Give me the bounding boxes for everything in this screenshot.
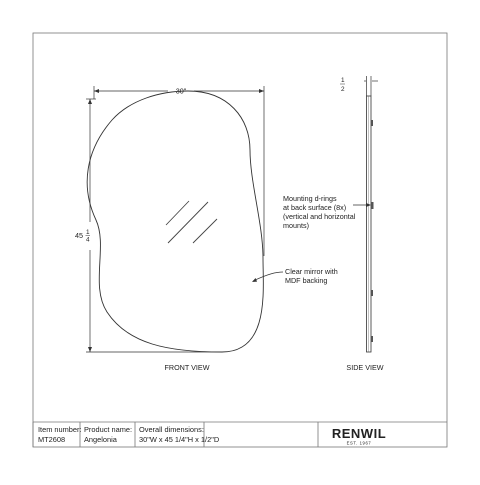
reflection-line	[168, 202, 208, 243]
width-dimension-label: 30"	[175, 86, 187, 96]
height-dimension	[75, 99, 222, 352]
title-block	[33, 422, 447, 447]
mirror-callout-line: Clear mirror with	[285, 267, 338, 276]
reflection-line	[166, 201, 189, 225]
depth-dimension-numerator: 1	[341, 77, 345, 84]
sheet-border	[33, 33, 447, 447]
d-ring	[371, 202, 374, 209]
dimensions-value: 30"W x 45 1/4"H x 1/2"D	[139, 435, 220, 444]
item-number-label: Item number:	[38, 425, 82, 434]
front-view-label: FRONT VIEW	[164, 363, 210, 372]
mounting-callout-line: Mounting d-rings	[283, 194, 337, 203]
d-ring	[371, 290, 373, 296]
depth-dimension-denominator: 2	[341, 86, 345, 93]
dimensions-label: Overall dimensions:	[139, 425, 204, 434]
item-number-value: MT2608	[38, 435, 66, 444]
brand-logo: RENWIL	[331, 426, 387, 441]
d-ring	[371, 336, 373, 342]
depth-dimension	[340, 76, 378, 96]
mounting-callout-line: (vertical and horizontal	[283, 212, 356, 221]
side-view-label: SIDE VIEW	[346, 363, 384, 372]
mounting-callout-line: at back surface (8x)	[283, 203, 347, 212]
mirror-outline	[87, 91, 263, 352]
height-dimension-whole: 45	[75, 231, 83, 240]
height-dimension-numerator: 1	[86, 229, 90, 236]
reflection-line	[193, 219, 217, 243]
d-ring	[371, 120, 373, 126]
brand-tagline: EST. 1967	[346, 440, 372, 446]
mirror-leader	[253, 272, 283, 281]
width-dimension	[94, 86, 264, 256]
side-view	[340, 76, 384, 372]
mounting-callout	[283, 194, 356, 230]
product-name-label: Product name:	[84, 425, 133, 434]
product-name-value: Angelonia	[84, 435, 117, 444]
mirror-callout-line: MDF backing	[285, 276, 328, 285]
mirror-callout	[252, 267, 338, 285]
front-view	[75, 86, 264, 372]
height-dimension-denominator: 4	[86, 236, 90, 244]
mounting-callout-line: mounts)	[283, 221, 309, 230]
